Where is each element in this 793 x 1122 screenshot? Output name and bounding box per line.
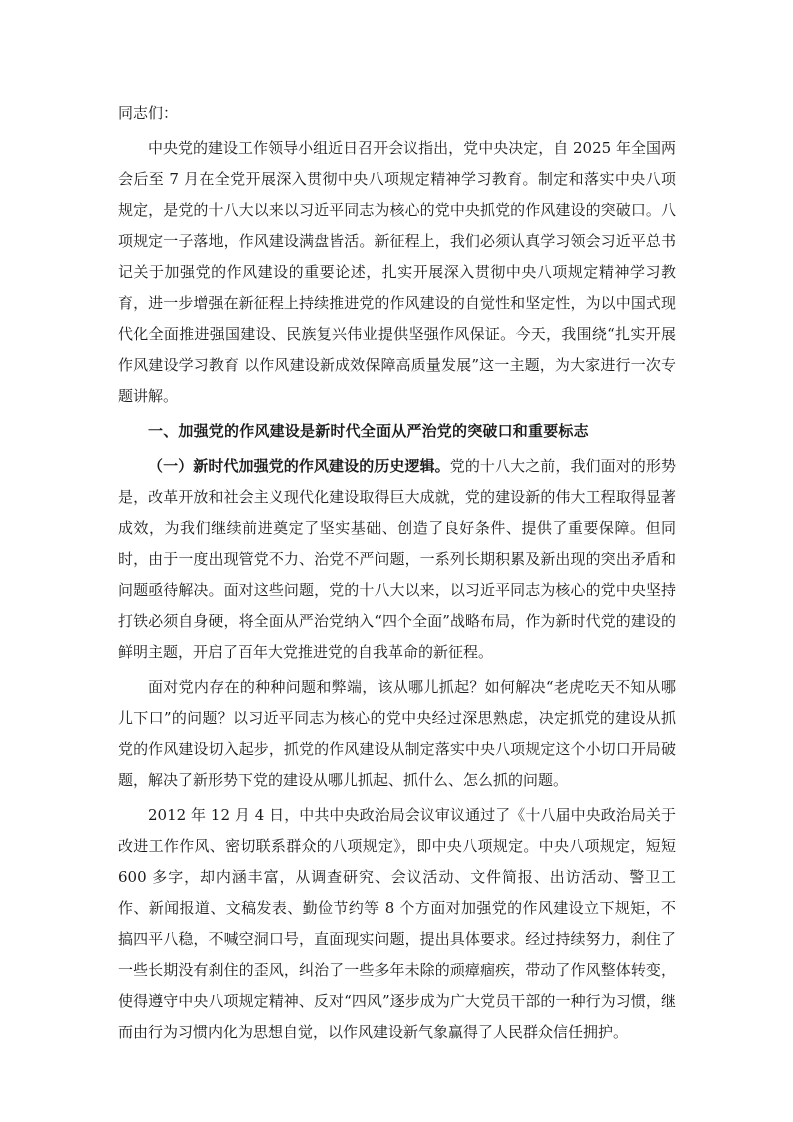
subsection-paragraph	[118, 451, 676, 668]
subsection-body: 党的十八大之前，我们面对的形势是，改革开放和社会主义现代化建设取得巨大成就，党的建设新的伟大工程取得显著成效，为我们继续前进奠定了坚实基础、创造了良好条件、提供了重要保障。但同时，由于一度出现管党不力、治党不严问题，一系列长期积累及新出现的突出矛盾和问题亟待解决。面对这些问题，党的十八大以来，以习近平同志为核心的党中央坚持打铁必须自身硬，将全面从严治党纳入“四个全面”战略布局，作为新时代党的建设的鲜明主题，开启了百年大党推进党的自我革命的新征程。	[118, 457, 676, 661]
body-paragraph-3: 面对党内存在的种种问题和弊端，该从哪儿抓起？如何解决“老虎吃天不知从哪儿下口”的问题？以习近平同志为核心的党中央经过深思熟虑，决定抓党的建设从抓党的作风建设切入起步，抓党的作风建设从制定落实中央八项规定这个小切口开局破题，解决了新形势下党的建设从哪儿抓起、抓什么、怎么抓的问题。	[118, 678, 676, 789]
intro-paragraph: 中央党的建设工作领导小组近日召开会议指出，党中央决定，自 2025 年全国两会后至 7 月在全党开展深入贯彻中央八项规定精神学习教育。制定和落实中央八项规定，是党的十八大以来以习近平同志为核心的党中央抓党的作风建设的突破口。八项规定一子落地，作风建设满盘皆活。新征程上，我们必须认真学习领会习近平总书记关于加强党的作风建设的重要论述，扎实开展深入贯彻中央八项规定精神学习教育，进一步增强在新征程上持续推进党的作风建设的自觉性和坚定性，为以中国式现代化全面推进强国建设、民族复兴伟业提供坚强作风保证。今天，我围绕“扎实开展作风建设学习教育 以作风建设新成效保障高质量发展”这一主题，为大家进行一次专题讲解。	[118, 139, 676, 405]
document-page	[118, 98, 676, 1048]
section-heading: 一、加强党的作风建设是新时代全面从严治党的突破口和重要标志	[148, 422, 589, 440]
subsection-title: （一）新时代加强党的作风建设的历史逻辑。	[148, 457, 450, 475]
body-paragraph-4: 2012 年 12 月 4 日，中共中央政治局会议审议通过了《十八届中央政治局关于改进工作作风、密切联系群众的八项规定》，即中央八项规定。中央八项规定，短短 600 多字，却内涵丰富，从调查研究、会议活动、文件简报、出访活动、警卫工作、新闻报道、文稿发表、勤俭节约等 8 个方面对加强党的作风建设立下规矩，不搞四平八稳，不喊空洞口号，直面现实问题，提出具体要求。经过持续努力，刹住了一些长期没有刹住的歪风，纠治了一些多年未除的顽瘴痼疾，带动了作风整体转变，使得遵守中央八项规定精神、反对“四风”逐步成为广大党员干部的一种行为习惯，继而由行为习惯内化为思想自觉，以作风建设新气象赢得了人民群众信任拥护。	[118, 806, 676, 1041]
salutation: 同志们：	[118, 104, 179, 122]
